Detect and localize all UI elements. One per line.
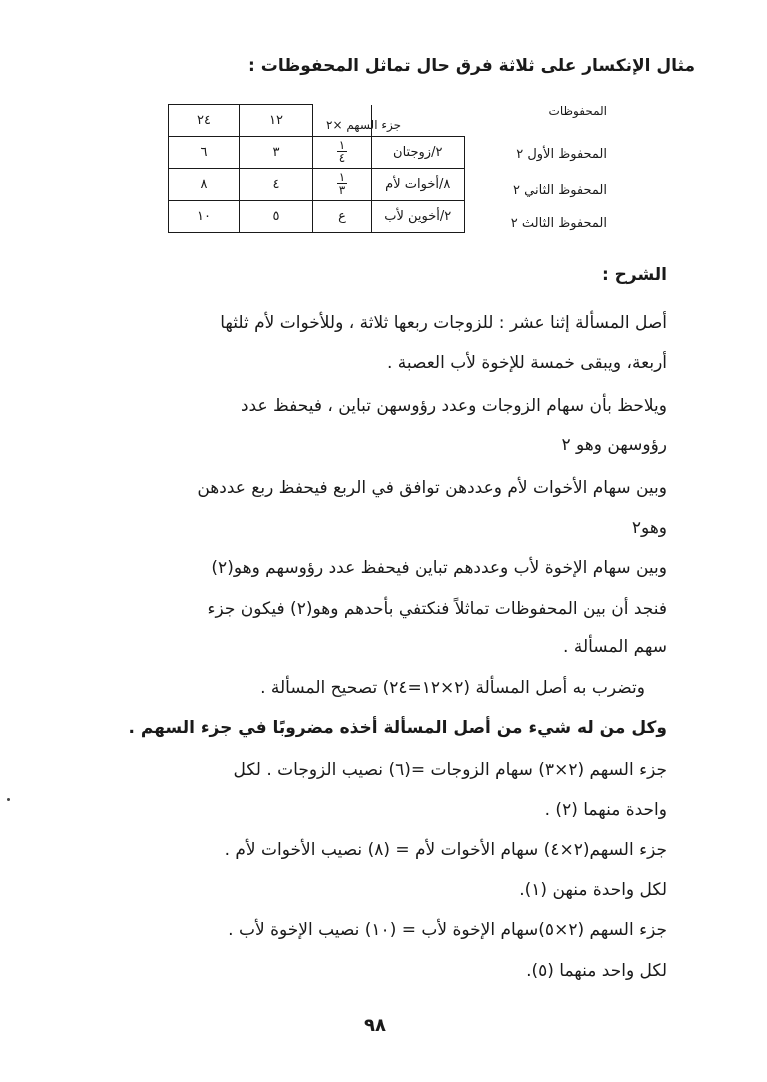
text-line: وبين سهام الإخوة لأب وعددهم تباين فيحفظ عدد رؤوسهم وهو(٢)	[211, 558, 667, 578]
col-header-12: ١٢	[240, 105, 313, 137]
text-line: جزء السهم (٢×٥)سهام الإخوة لأب = (١٠) نصيب الإخوة لأب .	[228, 920, 667, 940]
group-cell: ٢/زوجتان	[372, 137, 465, 169]
table-row	[169, 201, 465, 233]
col-header-24: ٢٤	[169, 105, 240, 137]
group-cell: ٢/أخوين لأب	[372, 201, 465, 233]
share-24-cell: ١٠	[169, 201, 240, 233]
table-row	[169, 137, 465, 169]
text-line: وبين سهام الأخوات لأم وعددهن توافق في الربع فيحفظ ربع عددهن	[197, 478, 667, 498]
empty-cell	[372, 105, 465, 137]
fraction-denominator: ٤	[338, 151, 346, 165]
fraction-numerator: ١	[338, 170, 346, 184]
empty-cell	[313, 105, 372, 137]
table-row	[169, 169, 465, 201]
explanation-title: الشرح :	[601, 265, 667, 285]
text-line: أصل المسألة إثنا عشر : للزوجات ربعها ثلاثة ، وللأخوات لأم ثلثها	[220, 313, 667, 333]
scan-speck	[7, 798, 10, 801]
fraction	[337, 171, 347, 196]
share-12-cell: ٣	[240, 137, 313, 169]
share-12-cell: ٥	[240, 201, 313, 233]
group-cell: ٨/أخوات لأم	[372, 169, 465, 201]
heir-label: المحفوظ الأول ٢	[516, 147, 607, 162]
text-line: أربعة، ويبقى خمسة للإخوة لأب العصبة .	[386, 353, 667, 373]
text-line: رؤوسهن وهو ٢	[561, 435, 667, 455]
fraction-numerator: ١	[338, 138, 346, 152]
text-line: وهو٢	[631, 518, 667, 538]
text-line: لكل واحدة منهن (١).	[519, 880, 667, 900]
text-line: جزء السهم(٢×٤) سهام الأخوات لأم = (٨) نصيب الأخوات لأم .	[224, 840, 667, 860]
text-line: ويلاحظ بأن سهام الزوجات وعدد رؤوسهن تباين ، فيحفظ عدد	[240, 396, 667, 416]
share-header: جزء السهم ×٢	[326, 118, 402, 132]
text-line: لكل واحد منهما (٥).	[526, 961, 667, 981]
inheritance-table	[168, 104, 465, 233]
share-24-cell: ٦	[169, 137, 240, 169]
fraction-cell: ع	[313, 201, 372, 233]
fraction-cell	[313, 137, 372, 169]
heir-label: المحفوظ الثاني ٢	[513, 183, 607, 198]
fraction	[337, 139, 347, 164]
heirs-header: المحفوظات	[548, 104, 607, 118]
table-header-row	[169, 105, 465, 137]
share-12-cell: ٤	[240, 169, 313, 201]
share-24-cell: ٨	[169, 169, 240, 201]
text-line: سهم المسألة .	[563, 637, 667, 657]
page-number: ٩٨	[364, 1015, 386, 1036]
text-line: فنجد أن بين المحفوظات تماثلاً فنكتفي بأحدهم وهو(٢) فيكون جزء	[207, 599, 667, 619]
example-heading: مثال الإنكسار على ثلاثة فرق حال تماثل المحفوظات :	[248, 56, 695, 76]
fraction-denominator: ٣	[338, 183, 346, 197]
text-line: وكل من له شيء من أصل المسألة أخذه مضروبًا في جزء السهم .	[128, 718, 667, 738]
fraction-cell	[313, 169, 372, 201]
text-line: وتضرب به أصل المسألة (٢×١٢=٢٤) تصحيح المسألة .	[260, 678, 645, 698]
text-line: جزء السهم (٢×٣) سهام الزوجات =(٦) نصيب الزوجات . لكل	[233, 760, 667, 780]
text-line: واحدة منهما (٢) .	[544, 800, 667, 820]
heir-label: المحفوظ الثالث ٢	[510, 216, 607, 231]
